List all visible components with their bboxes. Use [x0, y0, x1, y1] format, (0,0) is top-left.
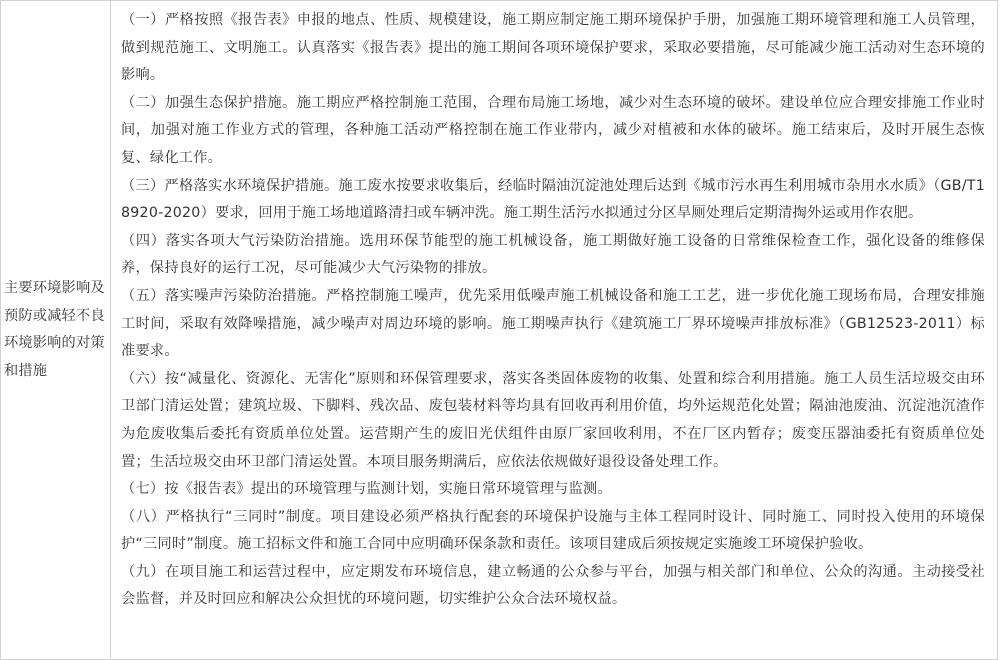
measure-paragraph-4: （四）落实各项大气污染防治措施。选用环保节能型的施工机械设备，施工期做好施工设备的日常维保检查工作，强化设备的维修保养，保持良好的运行工况，尽可能减少大气污染物的排放。 — [121, 232, 985, 277]
table-row — [1, 1, 998, 660]
row-content-cell — [111, 1, 998, 660]
measure-paragraph-9: （九）在项目施工和运营过程中，应定期发布环境信息，建立畅通的公众参与平台，加强与相关部门和单位、公众的沟通。主动接受社会监督，并及时回应和解决公众担忧的环境问题，切实维护公众合法环境权益。 — [121, 563, 985, 608]
measures-list — [111, 1, 997, 614]
row-label: 主要环境影响及预防或减轻不良环境影响的对策和措施 — [4, 280, 105, 379]
measure-paragraph-2: （二）加强生态保护措施。施工期应严格控制施工范围，合理布局施工场地，减少对生态环境的破坏。建设单位应合理安排施工作业时间，加强对施工作业方式的管理，各种施工活动严格控制在施工作业带内，减少对植被和水体的破坏。施工结束后，及时开展生态恢复、绿化工作。 — [121, 94, 985, 166]
measure-paragraph-1: （一）严格按照《报告表》申报的地点、性质、规模建设，施工期应制定施工期环境保护手册，加强施工期环境管理和施工人员管理，做到规范施工、文明施工。认真落实《报告表》提出的施工期间各项环境保护要求，采取必要措施，尽可能减少施工活动对生态环境的影响。 — [121, 12, 985, 84]
measure-paragraph-8: （八）严格执行“三同时”制度。项目建设必须严格执行配套的环境保护设施与主体工程同时设计、同时施工、同时投入使用的环境保护“三同时”制度。施工招标文件和施工合同中应明确环保条款和责任。该项目建成后须按规定实施竣工环境保护验收。 — [121, 508, 985, 553]
measure-paragraph-5: （五）落实噪声污染防治措施。严格控制施工噪声，优先采用低噪声施工机械设备和施工工艺，进一步优化施工现场布局，合理安排施工时间，采取有效降噪措施，减少噪声对周边环境的影响。施工期噪声执行《建筑施工厂界环境噪声排放标准》（GB12523-2011）标准要求。 — [121, 287, 985, 360]
measure-paragraph-3: （三）严格落实水环境保护措施。施工废水按要求收集后，经临时隔油沉淀池处理后达到《城市污水再生利用城市杂用水水质》（GB/T18920-2020）要求，回用于施工场地道路清扫或车辆冲洗。施工期生活污水拟通过分区旱厕处理后定期清掏外运或用作农肥。 — [121, 177, 985, 222]
row-label-cell — [1, 1, 111, 660]
measure-paragraph-6: （六）按“减量化、资源化、无害化”原则和环保管理要求，落实各类固体废物的收集、处置和综合利用措施。施工人员生活垃圾交由环卫部门清运处置；建筑垃圾、下脚料、残次品、废包装材料等均具有回收再利用价值，均外运规范化处置；隔油池废油、沉淀池沉渣作为危废收集后委托有资质单位处置。运营期产生的废旧光伏组件由原厂家回收利用，不在厂区内暂存；废变压器油委托有资质单位处置；生活垃圾交由环卫部门清运处置。本项目服务期满后，应依法依规做好退役设备处理工作。 — [121, 370, 985, 470]
measure-paragraph-7: （七）按《报告表》提出的环境管理与监测计划，实施日常环境管理与监测。 — [121, 481, 612, 498]
